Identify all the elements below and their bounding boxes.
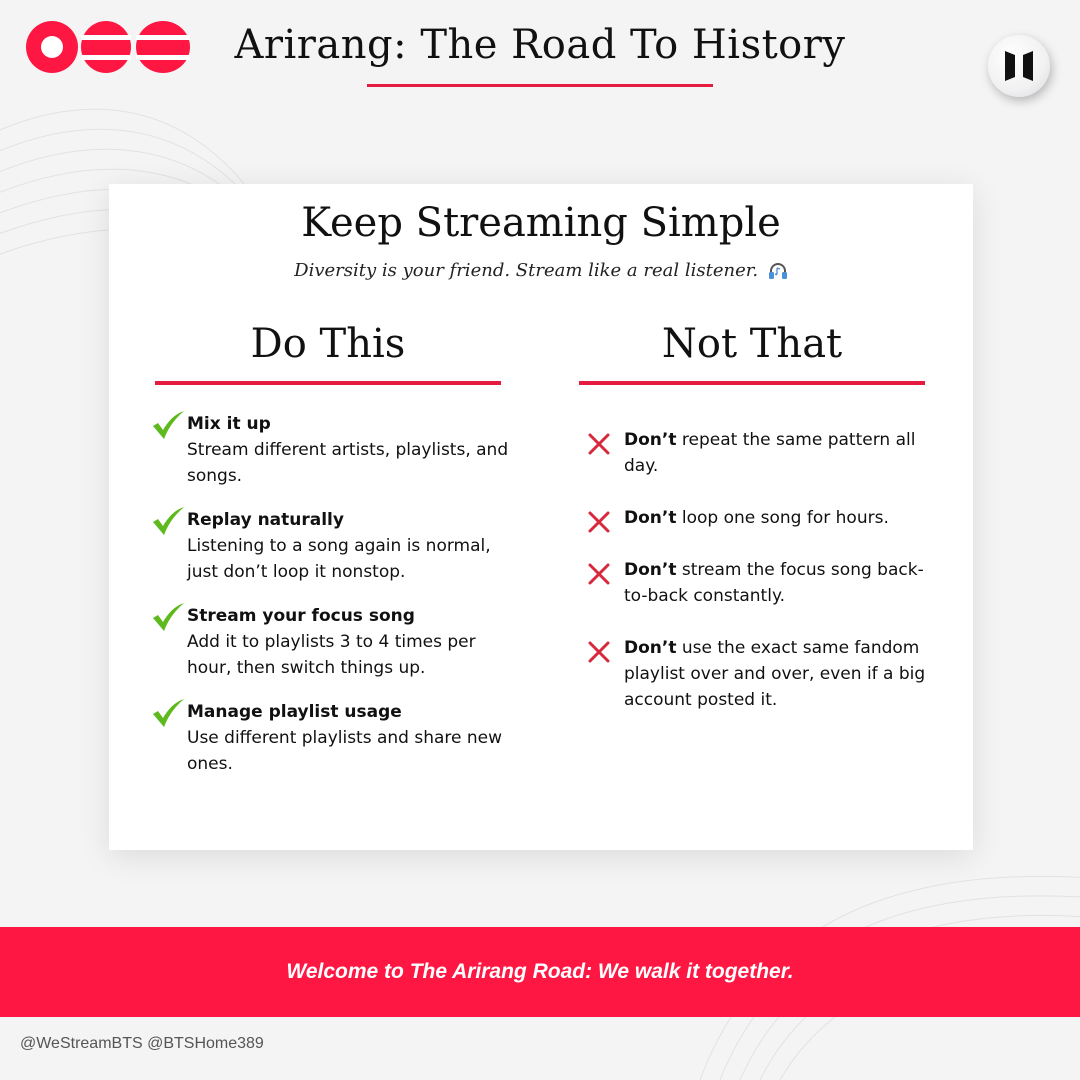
page-title: Arirang: The Road To History [234, 22, 846, 68]
not-item [587, 427, 927, 479]
not-item-lead: Don’t [624, 508, 677, 528]
do-item-title: Stream your focus song [187, 606, 415, 626]
social-handles: @WeStreamBTS @BTSHome389 [20, 1035, 264, 1052]
not-item-lead: Don’t [624, 430, 677, 450]
do-item [151, 699, 511, 777]
do-item [151, 411, 511, 489]
cross-icon [587, 562, 611, 586]
do-item-desc: Use different playlists and share new ones. [187, 728, 503, 774]
card-title: Keep Streaming Simple [301, 200, 781, 246]
do-item-title: Replay naturally [187, 510, 344, 530]
not-item [587, 557, 927, 609]
checkmark-icon [151, 507, 185, 537]
not-item-lead: Don’t [624, 638, 677, 658]
card-subtitle: Diversity is your friend. Stream like a real listener. [294, 260, 759, 281]
footer-band [0, 927, 1080, 1017]
do-this-underline [155, 381, 501, 385]
checkmark-icon [151, 411, 185, 441]
not-item [587, 505, 927, 531]
do-this-heading: Do This [250, 321, 406, 367]
not-list [587, 427, 927, 739]
checkmark-icon [151, 603, 185, 633]
not-item-lead: Don’t [624, 560, 677, 580]
do-item-desc: Listening to a song again is normal, just don’t loop it nonstop. [187, 536, 491, 582]
do-item [151, 507, 511, 585]
footer-tagline: Welcome to The Arirang Road: We walk it together. [286, 960, 794, 983]
not-item-text: stream the focus song back-to-back constantly. [624, 560, 924, 606]
not-item-text: repeat the same pattern all day. [624, 430, 916, 476]
cross-icon [587, 510, 611, 534]
not-that-heading: Not That [661, 321, 843, 367]
do-list [151, 411, 511, 795]
do-item-title: Mix it up [187, 414, 271, 434]
not-item [587, 635, 927, 713]
do-item-desc: Add it to playlists 3 to 4 times per hour, then switch things up. [187, 632, 476, 678]
cross-icon [587, 432, 611, 456]
tips-card [109, 184, 973, 850]
checkmark-icon [151, 699, 185, 729]
do-item-desc: Stream different artists, playlists, and songs. [187, 440, 509, 486]
headphones-icon [768, 262, 788, 280]
cross-icon [587, 640, 611, 664]
do-item [151, 603, 511, 681]
title-underline [367, 84, 713, 87]
do-item-title: Manage playlist usage [187, 702, 402, 722]
not-that-underline [579, 381, 925, 385]
bts-logo-icon [988, 35, 1050, 97]
card-subtitle-wrap [109, 260, 973, 281]
not-item-text: use the exact same fandom playlist over and over, even if a big account posted it. [624, 638, 926, 710]
not-item-text: loop one song for hours. [676, 508, 889, 528]
